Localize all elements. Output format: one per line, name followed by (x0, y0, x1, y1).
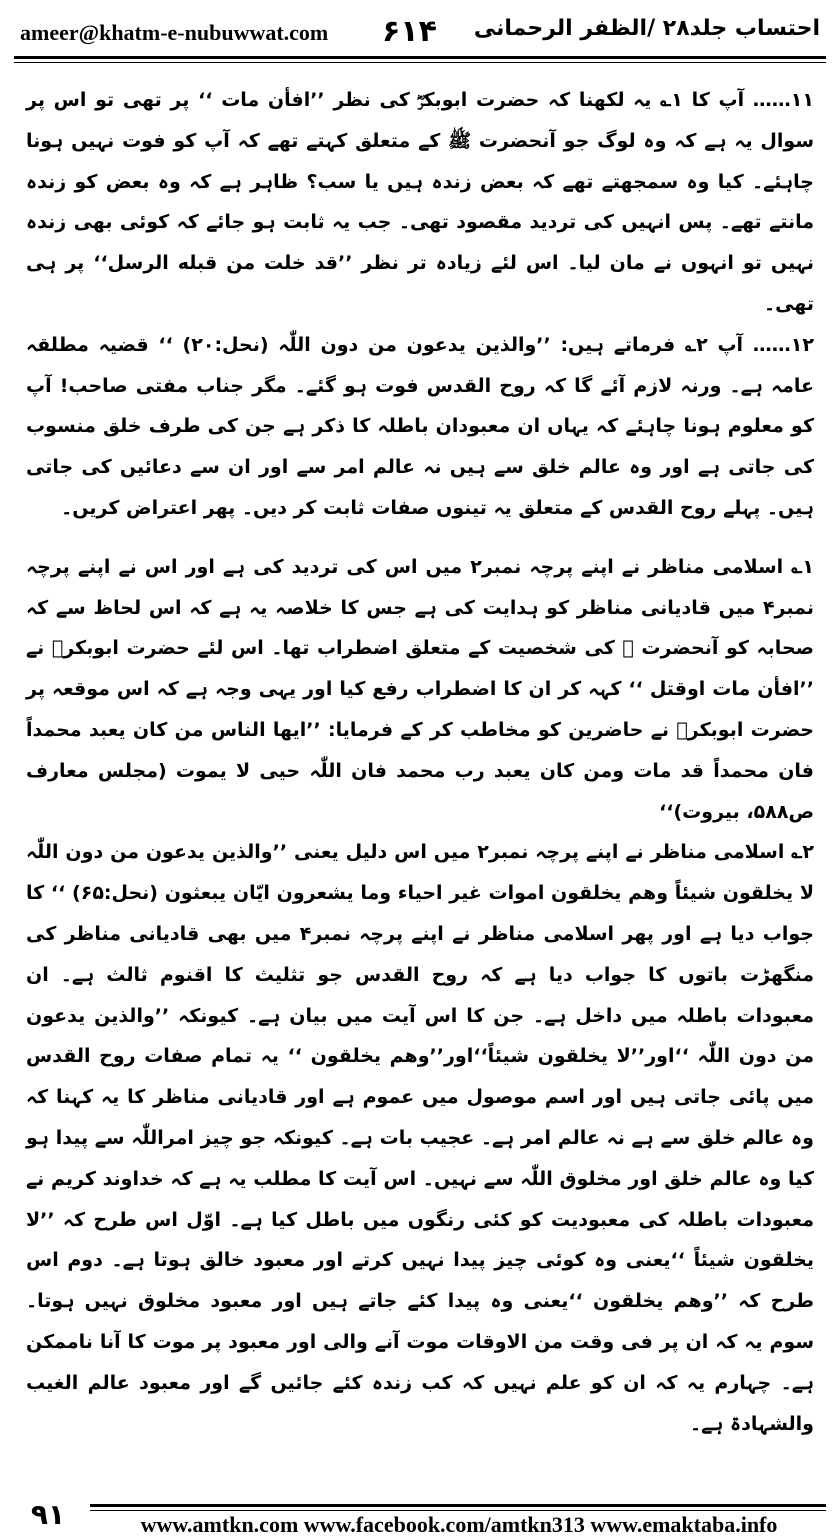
footer-rule (90, 1504, 826, 1507)
header-page-number: ۶۱۴ (382, 14, 437, 49)
footnote-1: ۱؎ اسلامی مناظر نے اپنے پرچہ نمبر۲ میں اس کی تردید کی ہے اور اس نے اپنے پرچہ نمبر۴ میں قادیانی مناظر کو ہدایت کی ہے جس کا خلاصہ یہ ہے کہ اس لحاظ سے کہ صحابہ کو آنحضرت ﷺ کی شخصیت کے متعلق اضطراب تھا۔ اس لئے حضرت ابوبکرؓ نے ’’افأن مات اوقتل ‘‘ کہہ کر ان کا اضطراب رفع کیا اور یہی وجہ ہے کہ اس موقعہ پر حضرت ابوبکرؓ نے حاضرین کو مخاطب کر کے فرمایا: ’’ایها الناس من کان یعبد محمداً فان محمداً قد مات ومن کان یعبد رب محمد فان اللّٰہ حیی لا یموت (مجلس معارف ص۵۸۸، بیروت)‘‘ (26, 555, 814, 823)
header-email: ameer@khatm-e-nubuwwat.com (20, 20, 329, 45)
footnote-gap (26, 529, 814, 547)
header-title: احتساب جلد۲۸ /الظفر الرحمانی (473, 16, 820, 41)
paragraph-11: ۱۱…… آپ کا ۱؎ یہ لکھنا کہ حضرت ابوبکرؓ کی نظر ’’افأن مات ‘‘ پر تھی تو اس پر سوال یہ ہے کہ وہ لوگ جو آنحضرت ﷺ کے متعلق کہتے تھے کہ آپ کو فوت نہیں ہونا چاہئے۔ کیا وہ سمجھتے تھے کہ بعض زندہ ہیں یا سب؟ ظاہر ہے کہ وہ بعض کو زندہ مانتے تھے۔ پس انہیں کی تردید مقصود تھی۔ جب یہ ثابت ہو جائے کہ کوئی بھی زندہ نہیں تو انہوں نے مان لیا۔ اس لئے زیادہ تر نظر ’’قد خلت من قبله الرسل‘‘ پر ہی تھی۔ (26, 89, 814, 315)
page-body (26, 80, 814, 1470)
footer-page-number: ۹۱ (14, 1498, 82, 1532)
header-rule-thin (14, 62, 826, 63)
paragraph-12: ۱۲…… آپ ۲؎ فرماتے ہیں: ’’والذین یدعون من دون اللّٰہ (نحل:۲۰) ‘‘ قضیہ مطلقہ عامہ ہے۔ ورنہ لازم آئے گا کہ روح القدس فوت ہو گئے۔ مگر جناب مفتی صاحب! آپ کو معلوم ہونا چاہئے کہ یہاں ان معبودان باطلہ کا ذکر ہے جن کی طرف خلق منسوب کی جاتی ہے اور وہ عالم خلق سے ہیں نہ عالم امر سے اور ان سے دعائیں کی جاتی ہیں۔ پہلے روح القدس کے متعلق یہ تینوں صفات ثابت کر دیں۔ پھر اعتراض کریں۔ (26, 333, 814, 519)
page-footer (0, 1494, 840, 1540)
footer-rule-thin (90, 1510, 826, 1511)
header-rule (14, 56, 826, 59)
page-header (14, 14, 826, 54)
footer-links: www.amtkn.com www.facebook.com/amtkn313 www.emaktaba.info (140, 1512, 778, 1537)
footnote-2: ۲؎ اسلامی مناظر نے اپنے پرچہ نمبر۲ میں اس دلیل یعنی ’’والذین یدعون من دون اللّٰہ لا یخلقون شیئاً وهم یخلقون اموات غیر احیاء وما یشعرون ایّان یبعثون (نحل:۶۵) ‘‘ کا جواب دیا ہے اور پھر اسلامی مناظر نے اپنے پرچہ نمبر۴ میں بھی قادیانی مناظر کی منگھڑت باتوں کا جواب دیا ہے کہ روح القدس جو تثلیث کا اقنوم ثالث ہے۔ ان معبودات باطلہ میں داخل ہے۔ جن کا اس آیت میں بیان ہے۔ کیونکہ ’’والذین یدعون من دون اللّٰہ ‘‘اور’’لا یخلقون شیئاً‘‘اور’’وهم یخلقون ‘‘ یہ تمام صفات روح القدس میں پائی جاتی ہیں اور اسم موصول میں عموم ہے اور قادیانی مناظر کا یہ کہنا کہ وہ عالم خلق سے ہے نہ عالم امر ہے۔ عجیب بات ہے۔ کیونکہ جو چیز امراللّٰہ سے پیدا ہو کیا وہ عالم خلق اور مخلوق اللّٰہ سے نہیں۔ اس آیت کا مطلب یہ ہے کہ خداوند کریم نے معبودات باطلہ کی معبودیت کو کئی رنگوں میں باطل کیا ہے۔ اوّل اس طرح کہ ’’لا یخلقون شیئاً ‘‘یعنی وہ کوئی چیز پیدا نہیں کرتے اور معبود خالق ہوتا ہے۔ دوم اس طرح کہ ’’وهم یخلقون ‘‘یعنی وہ پیدا کئے جاتے ہیں اور معبود مخلوق نہیں ہوتا۔ سوم یہ کہ ان پر فی وقت من الاوقات موت آنے والی اور معبود پر موت کا آنا ناممکن ہے۔ چہارم یہ کہ ان کو علم نہیں کہ کب زندہ کئے جائیں گے اور معبود عالم الغیب والشہادۃ ہے۔ (26, 841, 814, 1435)
